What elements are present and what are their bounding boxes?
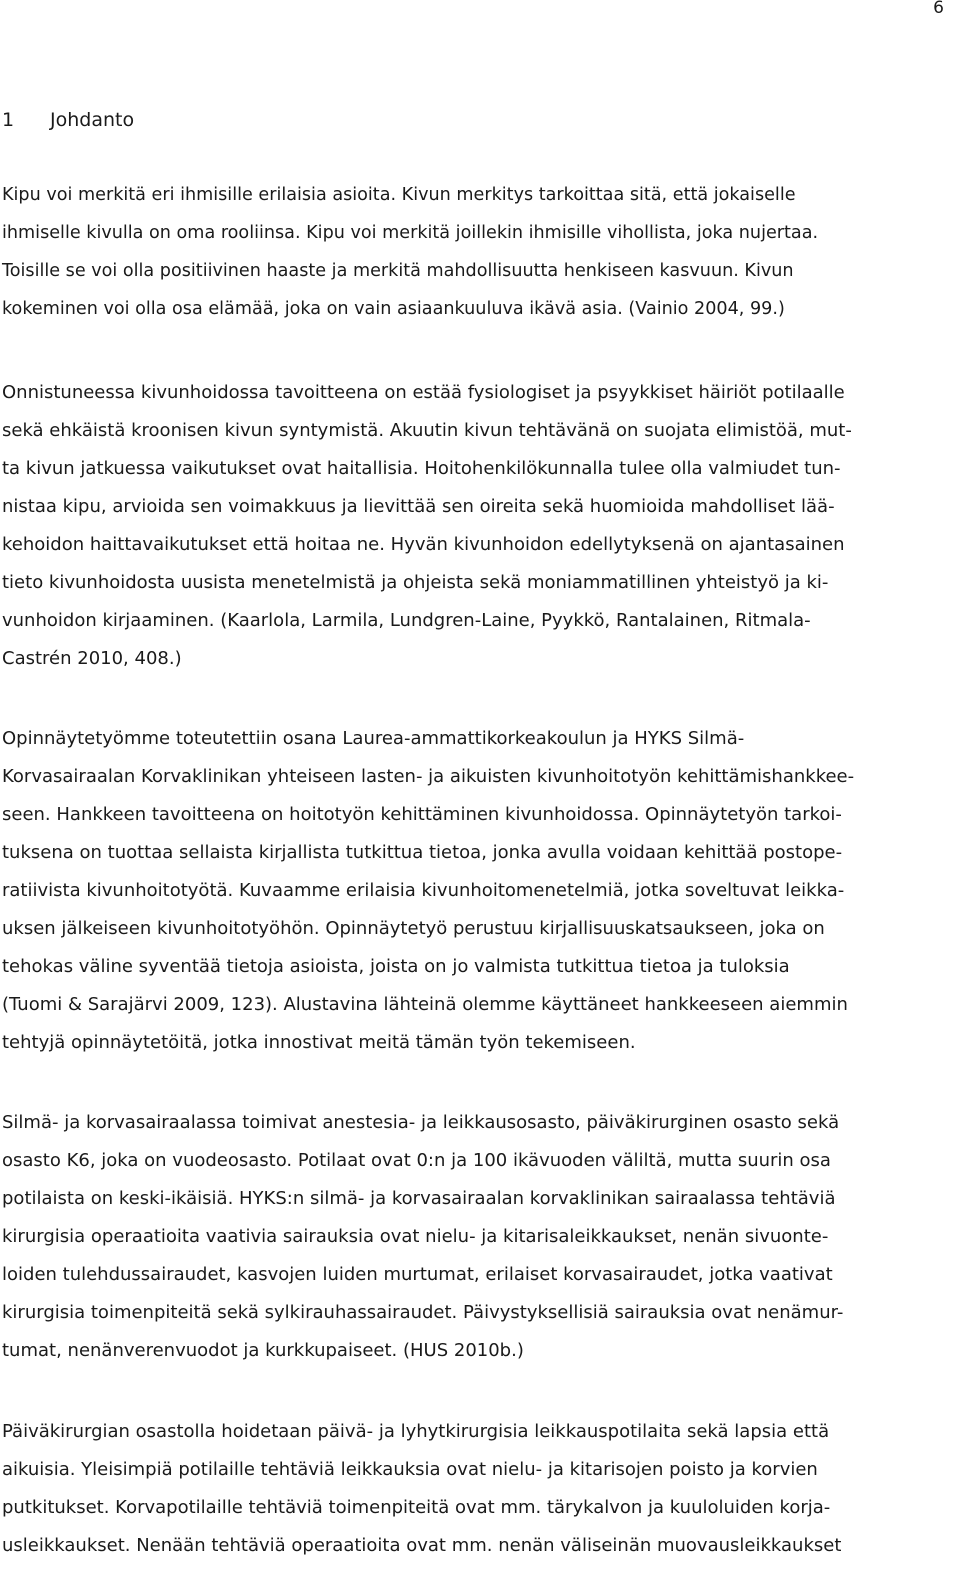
text-line: ratiivista kivunhoitotyötä. Kuvaamme erilaisia kivunhoitomenetelmiä, jotka soveltuvat leikka- [2,880,845,901]
text-line: Silmä- ja korvasairaalassa toimivat anestesia- ja leikkausosasto, päiväkirurginen osasto sekä [2,1112,840,1133]
text-line: tieto kivunhoidosta uusista menetelmistä ja ohjeista sekä moniammatillinen yhteistyö ja ki- [2,572,829,593]
text-line: tehtyjä opinnäytetöitä, jotka innostivat meitä tämän työn tekemiseen. [2,1032,636,1053]
text-line: tumat, nenänverenvuodot ja kurkkupaiseet. (HUS 2010b.) [2,1340,524,1361]
paragraph-1 [2,176,818,328]
text-line: kirurgisia toimenpiteitä sekä sylkirauhassairaudet. Päivystyksellisiä sairauksia ovat nenämur- [2,1302,844,1323]
text-line: sekä ehkäistä kroonisen kivun syntymistä. Akuutin kivun tehtävänä on suojata elimistöä, mut- [2,420,852,441]
text-line: (Tuomi & Sarajärvi 2009, 123). Alustavina lähteinä olemme käyttäneet hankkeeseen aiemmin [2,994,848,1015]
text-line: Toisille se voi olla positiivinen haaste ja merkitä mahdollisuutta henkiseen kasvuun. Kivun [2,261,794,281]
text-line: osasto K6, joka on vuodeosasto. Potilaat ovat 0:n ja 100 ikävuoden väliltä, mutta suurin osa [2,1150,831,1171]
text-line: potilaista on keski-ikäisiä. HYKS:n silmä- ja korvasairaalan korvaklinikan sairaalassa tehtäviä [2,1188,836,1209]
text-line: Opinnäytetyömme toteutettiin osana Laurea-ammattikorkeakoulun ja HYKS Silmä- [2,728,745,749]
text-line: ta kivun jatkuessa vaikutukset ovat haitallisia. Hoitohenkilökunnalla tulee olla valmiudet tun- [2,458,841,479]
text-line: Castrén 2010, 408.) [2,648,182,669]
text-line: kokeminen voi olla osa elämää, joka on vain asiaankuuluva ikävä asia. (Vainio 2004, 99.) [2,299,785,319]
text-line: Kipu voi merkitä eri ihmisille erilaisia asioita. Kivun merkitys tarkoittaa sitä, että jokaiselle [2,185,796,205]
text-line: usleikkaukset. Nenään tehtäviä operaatioita ovat mm. nenän väliseinän muovausleikkaukset [2,1535,842,1556]
paragraph-5 [2,1413,841,1565]
paragraph-2 [2,374,852,678]
text-line: vunhoidon kirjaaminen. (Kaarlola, Larmila, Lundgren-Laine, Pyykkö, Rantalainen, Ritmala- [2,610,811,631]
text-line: tuksena on tuottaa sellaista kirjallista tutkittua tietoa, jonka avulla voidaan kehittää postope- [2,842,843,863]
chapter-heading [2,106,134,134]
paragraph-4 [2,1104,843,1370]
text-line: Onnistuneessa kivunhoidossa tavoitteena on estää fysiologiset ja psyykkiset häiriöt potilaalle [2,382,845,403]
text-line: ihmiselle kivulla on oma rooliinsa. Kipu voi merkitä joillekin ihmisille vihollista, joka nujertaa. [2,223,819,243]
text-line: seen. Hankkeen tavoitteena on hoitotyön kehittäminen kivunhoidossa. Opinnäytetyön tarkoi- [2,804,842,825]
text-line: putkitukset. Korvapotilaille tehtäviä toimenpiteitä ovat mm. tärykalvon ja kuuloluiden korja- [2,1497,831,1518]
text-line: tehokas väline syventää tietoja asioista, joista on jo valmista tutkittua tietoa ja tuloksia [2,956,790,977]
text-line: uksen jälkeiseen kivunhoitotyöhön. Opinnäytetyö perustuu kirjallisuuskatsaukseen, joka on [2,918,825,939]
text-line: nistaa kipu, arvioida sen voimakkuus ja lievittää sen oireita sekä huomioida mahdolliset lää- [2,496,835,517]
text-line: kehoidon haittavaikutukset että hoitaa ne. Hyvän kivunhoidon edellytyksenä on ajantasainen [2,534,845,555]
page-number: 6 [933,0,944,18]
text-line: kirurgisia operaatioita vaativia sairauksia ovat nielu- ja kitarisaleikkaukset, nenän sivuonte- [2,1226,829,1247]
chapter-title: Johdanto [50,109,135,131]
text-line: Päiväkirurgian osastolla hoidetaan päivä- ja lyhytkirurgisia leikkauspotilaita sekä lapsia että [2,1421,830,1442]
paragraph-3 [2,720,854,1062]
text-line: Korvasairaalan Korvaklinikan yhteiseen lasten- ja aikuisten kivunhoitotyön kehittämishankkee- [2,766,855,787]
chapter-number: 1 [2,109,15,131]
text-line: loiden tulehdussairaudet, kasvojen luiden murtumat, erilaiset korvasairaudet, jotka vaativat [2,1264,833,1285]
text-line: aikuisia. Yleisimpiä potilaille tehtäviä leikkauksia ovat nielu- ja kitarisojen poisto ja korvien [2,1459,818,1480]
